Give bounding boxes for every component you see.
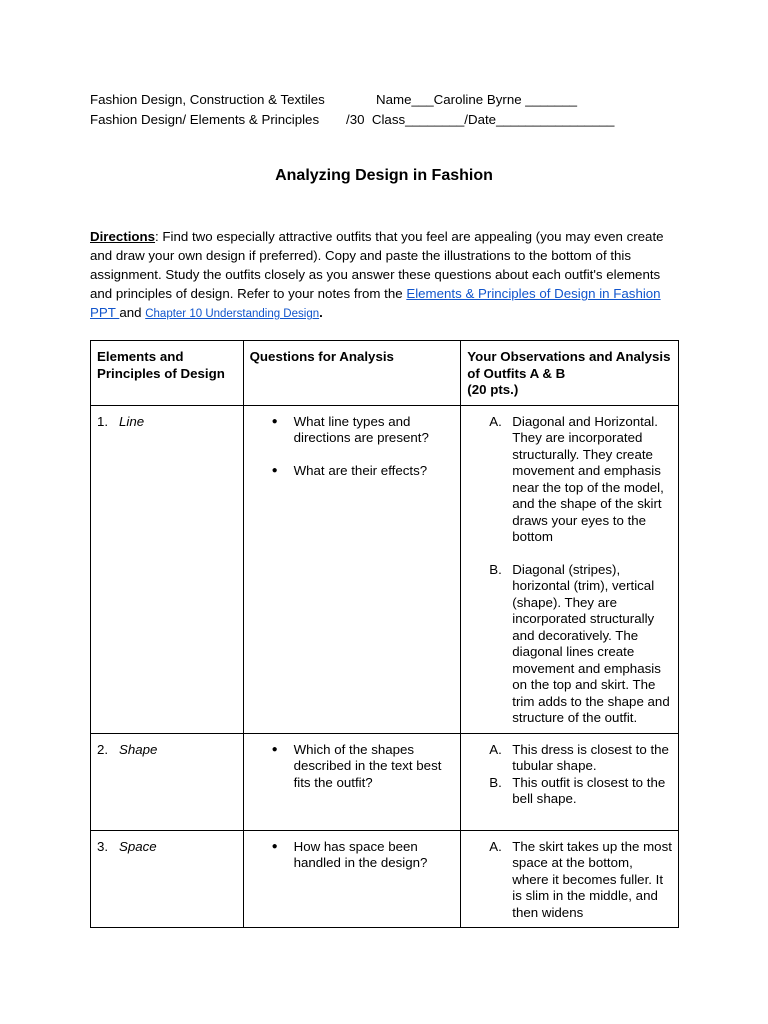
elements-principles-ppt-link[interactable]: Elements & Principles of Design in Fashion PPT (90, 286, 661, 320)
observation-text: The skirt takes up the most space at the bottom, where it becomes fuller. It is slim in the middle, and then widens (512, 838, 672, 920)
class-date-field: /30 Class________/Date________________ (346, 112, 615, 127)
questions-cell (243, 405, 461, 733)
observation-text: Diagonal (stripes), horizontal (trim), vertical (shape). They are incorporated structurally and decoratively. The diagonal lines create movement and emphasis on the top and skirt. The trim adds to the shape and structure of the outfit. (512, 561, 670, 725)
element-name: Line (119, 413, 145, 429)
observation-letter: A. (489, 838, 502, 854)
header-questions: Questions for Analysis (243, 341, 461, 406)
question-item: ● Which of the shapes described in the text best fits the outfit? (294, 742, 455, 792)
observation-letter: A. (489, 741, 502, 757)
document-header (90, 92, 690, 132)
element-cell (91, 405, 244, 733)
name-field: Name___Caroline Byrne _______ (376, 92, 578, 107)
observation-item (489, 413, 672, 546)
observation-text: This outfit is closest to the bell shape. (512, 774, 666, 806)
course-title: Fashion Design, Construction & Textiles (90, 92, 325, 107)
directions-end: . (319, 305, 323, 320)
questions-cell (243, 733, 461, 830)
observation-text: This dress is closest to the tubular shape. (512, 741, 669, 773)
analysis-table (90, 340, 679, 928)
element-name: Shape (119, 741, 158, 757)
header-elements: Elements and Principles of Design (91, 341, 244, 406)
table-row (91, 733, 679, 830)
element-number: 3. (97, 838, 109, 854)
question-item: ● What line types and directions are present? (294, 414, 455, 447)
header-observations: Your Observations and Analysis of Outfits A & B (20 pts.) (461, 341, 679, 406)
chapter-10-link[interactable]: Chapter 10 Understanding Design (145, 308, 320, 320)
element-number: 1. (97, 413, 109, 429)
observation-text: Diagonal and Horizontal. They are incorporated structurally. They create movement and emphasis near the top of the model, and the shape of the skirt draws your eyes to the bottom (512, 413, 664, 544)
element-number: 2. (97, 741, 109, 757)
directions-label: Directions (90, 229, 156, 244)
observation-item (489, 774, 672, 808)
table-row (91, 405, 679, 733)
observation-item (489, 838, 672, 922)
question-item: ● How has space been handled in the design? (294, 839, 455, 872)
observation-letter: B. (489, 561, 502, 577)
question-item: ● What are their effects? (294, 463, 455, 480)
observation-letter: A. (489, 413, 502, 429)
table-row (91, 830, 679, 928)
observation-letter: B. (489, 774, 502, 790)
directions-paragraph (90, 227, 680, 324)
directions-text: : Find two especially attractive outfits that you feel are appealing (you may even create and draw your own design if preferred). Copy and paste the illustrations to the bottom of this assignment. Study the outfits closely as you answer these questions about each outfit's elements and principles of design. Refer to your notes from the (90, 229, 664, 301)
table-header-row (91, 341, 679, 406)
element-name: Space (119, 838, 157, 854)
observations-cell[interactable] (461, 733, 679, 830)
page-title: Analyzing Design in Fashion (275, 167, 493, 184)
observations-cell[interactable] (461, 830, 679, 928)
questions-cell (243, 830, 461, 928)
unit-title: Fashion Design/ Elements & Principles (90, 112, 320, 127)
observations-cell[interactable] (461, 405, 679, 733)
element-cell (91, 830, 244, 928)
and-text: and (119, 305, 146, 320)
observation-item (489, 741, 672, 775)
observation-item (489, 561, 672, 727)
element-cell (91, 733, 244, 830)
